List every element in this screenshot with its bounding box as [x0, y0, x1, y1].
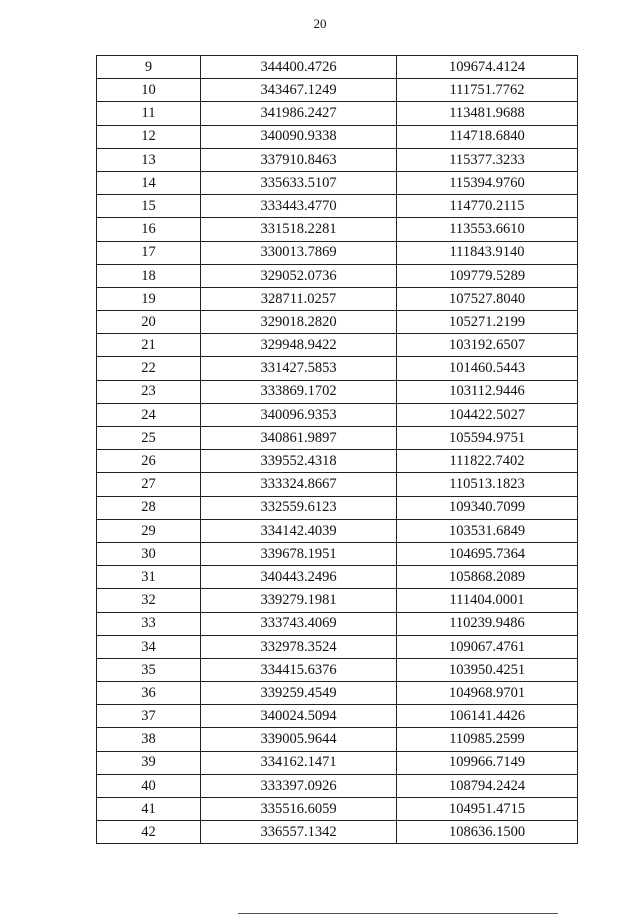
x-coordinate-cell: 339259.4549	[201, 682, 397, 705]
bottom-rule	[238, 913, 558, 914]
table-row	[97, 380, 578, 403]
table-row	[97, 798, 578, 821]
y-coordinate-cell: 107527.8040	[397, 287, 578, 310]
x-coordinate-cell: 337910.8463	[201, 148, 397, 171]
point-number-cell: 16	[97, 218, 201, 241]
x-coordinate-cell: 329018.2820	[201, 311, 397, 334]
point-number-cell: 21	[97, 334, 201, 357]
point-number-cell: 41	[97, 798, 201, 821]
y-coordinate-cell: 114718.6840	[397, 125, 578, 148]
point-number-cell: 25	[97, 427, 201, 450]
point-number-cell: 42	[97, 821, 201, 844]
table-row	[97, 241, 578, 264]
point-number-cell: 10	[97, 79, 201, 102]
table-row	[97, 566, 578, 589]
x-coordinate-cell: 340024.5094	[201, 705, 397, 728]
y-coordinate-cell: 104968.9701	[397, 682, 578, 705]
table-row	[97, 635, 578, 658]
x-coordinate-cell: 334162.1471	[201, 751, 397, 774]
table-row	[97, 450, 578, 473]
point-number-cell: 40	[97, 774, 201, 797]
y-coordinate-cell: 104695.7364	[397, 542, 578, 565]
point-number-cell: 32	[97, 589, 201, 612]
x-coordinate-cell: 333869.1702	[201, 380, 397, 403]
y-coordinate-cell: 109674.4124	[397, 56, 578, 79]
y-coordinate-cell: 106141.4426	[397, 705, 578, 728]
table-row	[97, 79, 578, 102]
point-number-cell: 17	[97, 241, 201, 264]
table-row	[97, 218, 578, 241]
y-coordinate-cell: 109966.7149	[397, 751, 578, 774]
y-coordinate-cell: 110513.1823	[397, 473, 578, 496]
y-coordinate-cell: 105271.2199	[397, 311, 578, 334]
y-coordinate-cell: 108794.2424	[397, 774, 578, 797]
point-number-cell: 23	[97, 380, 201, 403]
table-row	[97, 427, 578, 450]
y-coordinate-cell: 103531.6849	[397, 519, 578, 542]
table-row	[97, 519, 578, 542]
x-coordinate-cell: 330013.7869	[201, 241, 397, 264]
y-coordinate-cell: 103192.6507	[397, 334, 578, 357]
table-row	[97, 334, 578, 357]
x-coordinate-cell: 341986.2427	[201, 102, 397, 125]
point-number-cell: 24	[97, 403, 201, 426]
x-coordinate-cell: 340090.9338	[201, 125, 397, 148]
point-number-cell: 14	[97, 171, 201, 194]
x-coordinate-cell: 344400.4726	[201, 56, 397, 79]
y-coordinate-cell: 104951.4715	[397, 798, 578, 821]
point-number-cell: 37	[97, 705, 201, 728]
point-number-cell: 28	[97, 496, 201, 519]
x-coordinate-cell: 333743.4069	[201, 612, 397, 635]
x-coordinate-cell: 339279.1981	[201, 589, 397, 612]
point-number-cell: 39	[97, 751, 201, 774]
table-row	[97, 56, 578, 79]
x-coordinate-cell: 340861.9897	[201, 427, 397, 450]
y-coordinate-cell: 109340.7099	[397, 496, 578, 519]
x-coordinate-cell: 334415.6376	[201, 658, 397, 681]
y-coordinate-cell: 110985.2599	[397, 728, 578, 751]
x-coordinate-cell: 335516.6059	[201, 798, 397, 821]
x-coordinate-cell: 339552.4318	[201, 450, 397, 473]
point-number-cell: 35	[97, 658, 201, 681]
point-number-cell: 31	[97, 566, 201, 589]
x-coordinate-cell: 339005.9644	[201, 728, 397, 751]
table-row	[97, 496, 578, 519]
x-coordinate-cell: 335633.5107	[201, 171, 397, 194]
table-row	[97, 612, 578, 635]
y-coordinate-cell: 111843.9140	[397, 241, 578, 264]
x-coordinate-cell: 333324.8667	[201, 473, 397, 496]
point-number-cell: 38	[97, 728, 201, 751]
table-row	[97, 682, 578, 705]
table-row	[97, 195, 578, 218]
point-number-cell: 29	[97, 519, 201, 542]
table-row	[97, 589, 578, 612]
point-number-cell: 19	[97, 287, 201, 310]
x-coordinate-cell: 329052.0736	[201, 264, 397, 287]
x-coordinate-cell: 332978.3524	[201, 635, 397, 658]
x-coordinate-cell: 339678.1951	[201, 542, 397, 565]
x-coordinate-cell: 343467.1249	[201, 79, 397, 102]
y-coordinate-cell: 113553.6610	[397, 218, 578, 241]
y-coordinate-cell: 111822.7402	[397, 450, 578, 473]
y-coordinate-cell: 111751.7762	[397, 79, 578, 102]
y-coordinate-cell: 101460.5443	[397, 357, 578, 380]
point-number-cell: 30	[97, 542, 201, 565]
point-number-cell: 12	[97, 125, 201, 148]
table-row	[97, 658, 578, 681]
page-number: 20	[313, 16, 327, 31]
y-coordinate-cell: 113481.9688	[397, 102, 578, 125]
table-row	[97, 728, 578, 751]
table-row	[97, 473, 578, 496]
table-row	[97, 171, 578, 194]
x-coordinate-cell: 333443.4770	[201, 195, 397, 218]
x-coordinate-cell: 329948.9422	[201, 334, 397, 357]
point-number-cell: 22	[97, 357, 201, 380]
x-coordinate-cell: 340443.2496	[201, 566, 397, 589]
table-row	[97, 264, 578, 287]
table-row	[97, 403, 578, 426]
x-coordinate-cell: 340096.9353	[201, 403, 397, 426]
table-row	[97, 311, 578, 334]
point-number-cell: 11	[97, 102, 201, 125]
x-coordinate-cell: 331427.5853	[201, 357, 397, 380]
y-coordinate-cell: 109067.4761	[397, 635, 578, 658]
point-number-cell: 9	[97, 56, 201, 79]
y-coordinate-cell: 115377.3233	[397, 148, 578, 171]
table-row	[97, 542, 578, 565]
x-coordinate-cell: 328711.0257	[201, 287, 397, 310]
table-row	[97, 102, 578, 125]
point-number-cell: 33	[97, 612, 201, 635]
point-number-cell: 36	[97, 682, 201, 705]
table-row	[97, 821, 578, 844]
point-number-cell: 26	[97, 450, 201, 473]
y-coordinate-cell: 104422.5027	[397, 403, 578, 426]
x-coordinate-cell: 336557.1342	[201, 821, 397, 844]
y-coordinate-cell: 111404.0001	[397, 589, 578, 612]
y-coordinate-cell: 105594.9751	[397, 427, 578, 450]
point-number-cell: 34	[97, 635, 201, 658]
point-number-cell: 20	[97, 311, 201, 334]
y-coordinate-cell: 110239.9486	[397, 612, 578, 635]
point-number-cell: 13	[97, 148, 201, 171]
y-coordinate-cell: 108636.1500	[397, 821, 578, 844]
y-coordinate-cell: 105868.2089	[397, 566, 578, 589]
point-number-cell: 27	[97, 473, 201, 496]
table-row	[97, 148, 578, 171]
x-coordinate-cell: 333397.0926	[201, 774, 397, 797]
x-coordinate-cell: 332559.6123	[201, 496, 397, 519]
y-coordinate-cell: 103950.4251	[397, 658, 578, 681]
table-row	[97, 125, 578, 148]
y-coordinate-cell: 115394.9760	[397, 171, 578, 194]
x-coordinate-cell: 334142.4039	[201, 519, 397, 542]
table-row	[97, 751, 578, 774]
table-row	[97, 287, 578, 310]
y-coordinate-cell: 103112.9446	[397, 380, 578, 403]
x-coordinate-cell: 331518.2281	[201, 218, 397, 241]
table-row	[97, 357, 578, 380]
point-number-cell: 15	[97, 195, 201, 218]
y-coordinate-cell: 114770.2115	[397, 195, 578, 218]
point-number-cell: 18	[97, 264, 201, 287]
coordinates-table-body	[97, 56, 578, 844]
table-row	[97, 705, 578, 728]
table-row	[97, 774, 578, 797]
y-coordinate-cell: 109779.5289	[397, 264, 578, 287]
coordinates-table	[96, 55, 578, 844]
